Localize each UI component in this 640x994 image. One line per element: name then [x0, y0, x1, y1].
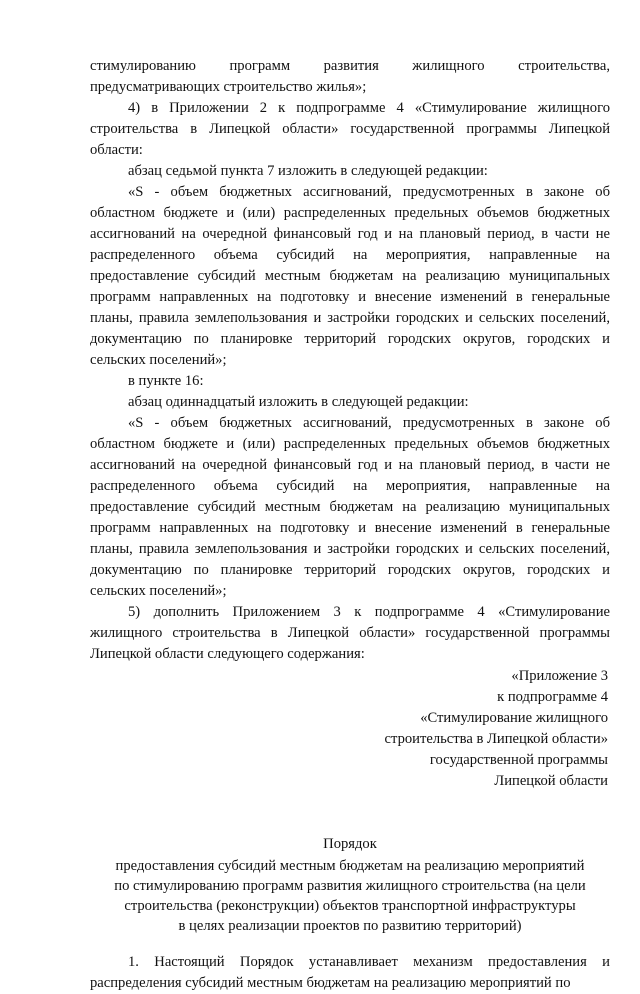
paragraph-point-16: в пункте 16: — [128, 373, 204, 389]
title-line: в целях реализации проектов по развитию территорий) — [178, 918, 522, 934]
appendix-header-line: государственной программы — [429, 752, 608, 768]
appendix-header-line: «Стимулирование жилищного — [420, 710, 608, 726]
paragraph-abzac-11: абзац одиннадцатый изложить в следующей редакции: — [128, 394, 469, 410]
appendix-header-line: строительства в Липецкой области» — [384, 731, 608, 747]
document-title — [90, 834, 610, 936]
paragraph-formula-s-2: «S - объем бюджетных ассигнований, предусмотренных в законе об областном бюджете и (или) распределенных предельных объемов бюджетных ассигнований на очередной финансовый год и на плановый период, в части не распределенного объема субсидий на мероприятия, направленные на предоставление субсидий местным бюджетам на реализацию муниципальных программ направленных на подготовку и внесение изменений в генеральные планы, правила землепользования и застройки городских и сельских поселений, документацию по планировке территорий городских округов, городских и сельских поселений»; — [90, 415, 610, 599]
appendix-header-line: «Приложение 3 — [511, 668, 608, 684]
appendix-header-line: Липецкой области — [494, 773, 608, 789]
title-line: по стимулированию программ развития жилищного строительства (на цели — [114, 878, 586, 894]
paragraph-item-4: 4) в Приложении 2 к подпрограмме 4 «Стимулирование жилищного строительства в Липецкой области» государственной программы Липецкой области: — [90, 100, 610, 158]
paragraph-order-1: 1. Настоящий Порядок устанавливает механизм предоставления и распределения субсидий местным бюджетам на реализацию мероприятий по — [90, 954, 610, 991]
paragraph-item-5: 5) дополнить Приложением 3 к подпрограмме 4 «Стимулирование жилищного строительства в Липецкой области» государственной программы Липецкой области следующего содержания: — [90, 604, 610, 662]
paragraph-formula-s-1: «S - объем бюджетных ассигнований, предусмотренных в законе об областном бюджете и (или) распределенных предельных объемов бюджетных ассигнований на очередной финансовый год и на плановый период, в части не распределенного объема субсидий на мероприятия, направленные на предоставление субсидий местным бюджетам на реализацию муниципальных программ направленных на подготовку и внесение изменений в генеральные планы, правила землепользования и застройки городских и сельских поселений, документацию по планировке территорий городских округов, городских и сельских поселений»; — [90, 184, 610, 368]
paragraph-abzac-7: абзац седьмой пункта 7 изложить в следующей редакции: — [128, 163, 488, 179]
document-page — [90, 56, 610, 994]
appendix-header-line: к подпрограмме 4 — [497, 689, 608, 705]
title-heading: Порядок — [323, 836, 377, 852]
title-line: строительства (реконструкции) объектов транспортной инфраструктуры — [124, 898, 576, 914]
appendix-header — [90, 666, 610, 792]
paragraph-continuation: стимулированию программ развития жилищного строительства, предусматривающих строительство жилья»; — [90, 58, 610, 95]
title-line: предоставления субсидий местным бюджетам на реализацию мероприятий — [115, 858, 585, 874]
